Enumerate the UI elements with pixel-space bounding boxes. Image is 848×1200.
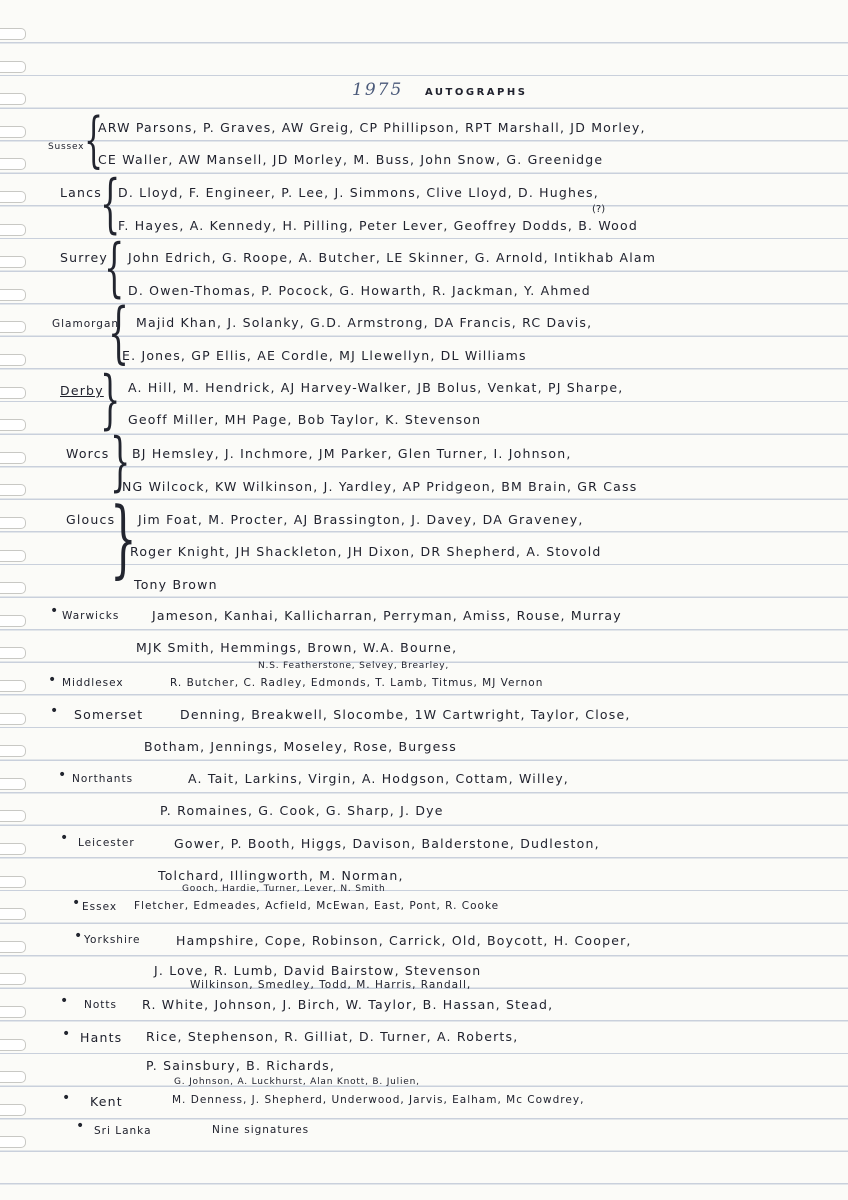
punch-hole: [0, 224, 26, 236]
punch-hole: [0, 615, 26, 627]
bullet: •: [50, 703, 59, 719]
northants-line-1: A. Tait, Larkins, Virgin, A. Hodgson, Cottam, Willey,: [188, 771, 569, 786]
gloucs-line-1: Jim Foat, M. Procter, AJ Brassington, J. Davey, DA Graveney,: [138, 512, 584, 527]
punch-hole: [0, 256, 26, 268]
notts-line-1: R. White, Johnson, J. Birch, W. Taylor, B. Hassan, Stead,: [142, 997, 554, 1012]
punch-hole: [0, 647, 26, 659]
year: 1975: [352, 80, 404, 100]
bullet: •: [50, 603, 59, 619]
brace-sussex: {: [84, 105, 104, 175]
brace-lancs: {: [100, 167, 121, 241]
essex-line-0: Gooch, Hardie, Turner, Lever, N. Smith: [182, 884, 386, 894]
punch-hole: [0, 1039, 26, 1051]
bullet: •: [58, 767, 67, 783]
punch-hole: [0, 191, 26, 203]
somerset-line-2: Botham, Jennings, Moseley, Rose, Burgess: [144, 739, 457, 754]
punch-hole: [0, 973, 26, 985]
brace-derby: }: [100, 363, 121, 437]
northants-line-2: P. Romaines, G. Cook, G. Sharp, J. Dye: [160, 803, 444, 818]
county-label-essex: Essex: [82, 901, 118, 913]
yorkshire-line-3: Wilkinson, Smedley, Todd, M. Harris, Randall,: [190, 979, 472, 991]
punch-hole: [0, 876, 26, 888]
punch-hole: [0, 61, 26, 73]
bullet: •: [74, 928, 83, 944]
punch-hole: [0, 778, 26, 790]
gloucs-line-2: Roger Knight, JH Shackleton, JH Dixon, DR Shepherd, A. Stovold: [130, 544, 602, 559]
county-label-derby: Derby: [60, 383, 104, 398]
gloucs-line-3: Tony Brown: [134, 577, 218, 592]
punch-hole: [0, 1071, 26, 1083]
punch-hole: [0, 1104, 26, 1116]
county-label-northants: Northants: [72, 773, 134, 785]
punch-hole: [0, 452, 26, 464]
punch-hole: [0, 158, 26, 170]
bullet: •: [72, 895, 81, 911]
punch-hole: [0, 93, 26, 105]
hants-line-1: Rice, Stephenson, R. Gilliat, D. Turner, A. Roberts,: [146, 1029, 519, 1044]
leicester-line-1: Gower, P. Booth, Higgs, Davison, Balderstone, Dudleston,: [174, 836, 600, 851]
middlesex-line-1: R. Butcher, C. Radley, Edmonds, T. Lamb, Titmus, MJ Vernon: [170, 677, 544, 689]
county-label-somerset: Somerset: [74, 707, 144, 722]
lancs-line-1: D. Lloyd, F. Engineer, P. Lee, J. Simmons, Clive Lloyd, D. Hughes,: [118, 185, 599, 200]
punch-hole: [0, 550, 26, 562]
derby-line-1: A. Hill, M. Hendrick, AJ Harvey-Walker, JB Bolus, Venkat, PJ Sharpe,: [128, 380, 624, 395]
punch-hole: [0, 1006, 26, 1018]
punch-hole: [0, 908, 26, 920]
bullet: •: [62, 1090, 71, 1106]
brace-glamorgan: {: [108, 294, 129, 371]
sussex-line-1: ARW Parsons, P. Graves, AW Greig, CP Phillipson, RPT Marshall, JD Morley,: [98, 120, 646, 135]
punch-hole: [0, 354, 26, 366]
punch-hole: [0, 680, 26, 692]
yorkshire-line-2: J. Love, R. Lumb, David Bairstow, Stevenson: [154, 963, 482, 978]
punch-hole: [0, 289, 26, 301]
srilanka-line-1: Nine signatures: [212, 1124, 310, 1136]
leicester-line-2: Tolchard, Illingworth, M. Norman,: [158, 868, 404, 883]
punch-hole: [0, 1136, 26, 1148]
county-label-yorkshire: Yorkshire: [84, 934, 141, 946]
punch-hole: [0, 517, 26, 529]
hants-line-2: P. Sainsbury, B. Richards,: [146, 1058, 336, 1073]
kent-line-1: M. Denness, J. Shepherd, Underwood, Jarvis, Ealham, Mc Cowdrey,: [172, 1094, 585, 1106]
worcs-line-2: NG Wilcock, KW Wilkinson, J. Yardley, AP Pridgeon, BM Brain, GR Cass: [122, 479, 638, 494]
bullet: •: [62, 1026, 71, 1042]
warwicks-line-3: N.S. Featherstone, Selvey, Brearley,: [258, 661, 450, 671]
county-label-glamorgan: Glamorgan: [52, 318, 120, 330]
punch-hole: [0, 810, 26, 822]
county-label-leicester: Leicester: [78, 837, 135, 849]
page-title: AUTOGRAPHS: [425, 87, 528, 98]
brace-gloucs: }: [110, 489, 137, 587]
sussex-line-2: CE Waller, AW Mansell, JD Morley, M. Buss, John Snow, G. Greenidge: [98, 152, 604, 167]
county-label-notts: Notts: [84, 999, 117, 1011]
punch-hole: [0, 126, 26, 138]
county-label-surrey: Surrey: [60, 250, 108, 265]
punch-hole: [0, 419, 26, 431]
county-label-lancs: Lancs: [60, 185, 102, 200]
surrey-line-2: D. Owen-Thomas, P. Pocock, G. Howarth, R. Jackman, Y. Ahmed: [128, 283, 591, 298]
county-label-gloucs: Gloucs: [66, 512, 116, 527]
punch-hole: [0, 745, 26, 757]
county-label-warwicks: Warwicks: [62, 610, 120, 622]
uncertain-note: (?): [592, 204, 606, 215]
warwicks-line-2: MJK Smith, Hemmings, Brown, W.A. Bourne,: [136, 640, 458, 655]
county-label-worcs: Worcs: [66, 446, 110, 461]
brace-surrey: {: [104, 231, 125, 305]
yorkshire-line-1: Hampshire, Cope, Robinson, Carrick, Old, Boycott, H. Cooper,: [176, 933, 632, 948]
punch-hole: [0, 582, 26, 594]
county-label-srilanka: Sri Lanka: [94, 1125, 152, 1137]
derby-line-2: Geoff Miller, MH Page, Bob Taylor, K. Stevenson: [128, 412, 482, 427]
warwicks-line-1: Jameson, Kanhai, Kallicharran, Perryman, Amiss, Rouse, Murray: [152, 608, 622, 623]
hants-line-3: G. Johnson, A. Luckhurst, Alan Knott, B. Julien,: [174, 1077, 420, 1087]
bullet: •: [60, 830, 69, 846]
punch-hole: [0, 387, 26, 399]
surrey-line-1: John Edrich, G. Roope, A. Butcher, LE Skinner, G. Arnold, Intikhab Alam: [128, 250, 657, 265]
punch-hole: [0, 321, 26, 333]
lancs-line-2: F. Hayes, A. Kennedy, H. Pilling, Peter Lever, Geoffrey Dodds, B. Wood: [118, 218, 639, 233]
county-label-middlesex: Middlesex: [62, 677, 124, 689]
county-label-hants: Hants: [80, 1030, 123, 1045]
punch-hole: [0, 28, 26, 40]
punch-hole: [0, 484, 26, 496]
punch-hole: [0, 713, 26, 725]
bullet: •: [60, 993, 69, 1009]
somerset-line-1: Denning, Breakwell, Slocombe, 1W Cartwright, Taylor, Close,: [180, 707, 631, 722]
essex-line-1: Fletcher, Edmeades, Acfield, McEwan, East, Pont, R. Cooke: [134, 900, 500, 912]
punch-hole: [0, 941, 26, 953]
bullet: •: [76, 1118, 85, 1134]
county-label-sussex: Sussex: [48, 142, 85, 152]
worcs-line-1: BJ Hemsley, J. Inchmore, JM Parker, Glen Turner, I. Johnson,: [132, 446, 572, 461]
punch-hole: [0, 843, 26, 855]
county-label-kent: Kent: [90, 1094, 123, 1109]
bullet: •: [48, 672, 57, 688]
brace-worcs: }: [110, 425, 131, 499]
punch-holes: [0, 0, 34, 1200]
glamorgan-line-2: E. Jones, GP Ellis, AE Cordle, MJ Llewellyn, DL Williams: [122, 348, 527, 363]
glamorgan-line-1: Majid Khan, J. Solanky, G.D. Armstrong, DA Francis, RC Davis,: [136, 315, 593, 330]
